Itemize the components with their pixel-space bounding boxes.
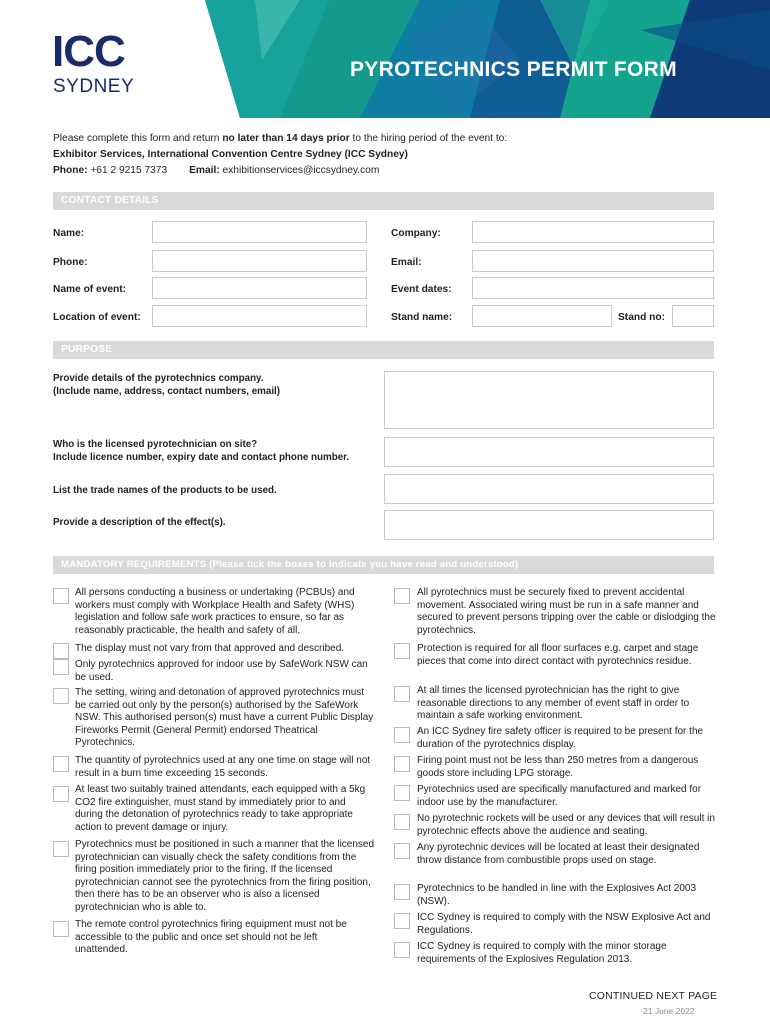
- event-dates-label: Event dates:: [391, 284, 452, 295]
- company-details-question-line-1: Provide details of the pyrotechnics company.: [53, 373, 264, 384]
- req-left-7-text: Pyrotechnics must be positioned in such a manner that the licensed pyrotechnician can visually check the safety conditions from the firing position immediately prior to the firing. If the licensed pyrotechnician cannot see the pyrotechnics from the firing position, then there has to be an observer who is also a licensed pyrotechnician who is able to.: [75, 839, 375, 913]
- logo-icc-text: ICC: [52, 27, 125, 76]
- company-field[interactable]: [472, 221, 714, 243]
- pyrotechnician-question-line-2: Include licence number, expiry date and contact phone number.: [53, 452, 350, 463]
- req-right-1-checkbox[interactable]: [394, 588, 410, 604]
- phone-value: +61 2 9215 7373: [87, 165, 168, 176]
- company-details-question: [53, 372, 383, 398]
- logo-sydney-text: SYDNEY: [53, 76, 135, 97]
- req-right-5-text: Firing point must not be less than 250 metres from a dangerous goods store including LPG storage.: [417, 755, 699, 779]
- req-right-8-text: Any pyrotechnic devices will be located at least their designated throw distance from combustible props used on stage.: [417, 842, 700, 866]
- req-right-6-text: Pyrotechnics used are specifically manufactured and marked for indoor use by the manufacturer.: [417, 784, 702, 808]
- stand-name-field[interactable]: [472, 305, 612, 327]
- req-right-4-checkbox[interactable]: [394, 727, 410, 743]
- stand-name-label: Stand name:: [391, 312, 453, 323]
- email-label-field: Email:: [391, 257, 422, 268]
- req-left-2-text: The display must not vary from that approved and described.: [75, 643, 345, 654]
- req-right-4-text: An ICC Sydney fire safety officer is required to be present for the duration of the pyrotechnics display.: [417, 726, 704, 750]
- req-left-5-checkbox[interactable]: [53, 756, 69, 772]
- pyrotechnician-question-line-1: Who is the licensed pyrotechnician on site?: [53, 439, 258, 450]
- req-right-1-text: All pyrotechnics must be securely fixed to prevent accidental movement. Associated wiring must be run in a safe manner and secured to prevent persons tripping over the cable or dislodging the pyrotechnics.: [417, 587, 716, 636]
- name-label: Name:: [53, 228, 85, 239]
- req-left-3-text: Only pyrotechnics approved for indoor use by SafeWork NSW can be used.: [75, 659, 368, 683]
- req-right-10-text: ICC Sydney is required to comply with the NSW Explosive Act and Regulations.: [417, 912, 711, 936]
- req-right-2-text: Protection is required for all floor surfaces e.g. carpet and stage pieces that come into direct contact with pyrotechnics residue.: [417, 643, 699, 667]
- req-left-1-text: All persons conducting a business or undertaking (PCBUs) and workers must comply with Workplace Health and Safety (WHS) legislation and follow safe work practices to ensure, so far as reasonably practicable, the health and safety of all.: [75, 587, 355, 636]
- mandatory-requirements-heading: MANDATORY REQUIREMENTS (Please tick the boxes to indicate you have read and understood): [53, 556, 714, 574]
- req-left-8-checkbox[interactable]: [53, 921, 69, 937]
- email-field[interactable]: [472, 250, 714, 272]
- pyrotechnician-question: [53, 438, 383, 464]
- req-right-3-text: At all times the licensed pyrotechnician has the right to give reasonable directions to any member of event staff in order to maintain a safe working environment.: [417, 685, 690, 721]
- req-left-6-text: At least two suitably trained attendants, each equipped with a 5kg CO2 fire extinguisher, must stand by immediately prior to and during the detonation of pyrotechnics ready to take appropriate action to prevent damage or injury.: [75, 784, 366, 833]
- req-right-3-checkbox[interactable]: [394, 686, 410, 702]
- company-label: Company:: [391, 228, 441, 239]
- req-left-4-checkbox[interactable]: [53, 688, 69, 704]
- req-right-7-checkbox[interactable]: [394, 814, 410, 830]
- req-right-11-checkbox[interactable]: [394, 942, 410, 958]
- revision-date: 21 June 2022: [643, 1006, 695, 1016]
- req-left-4-text: The setting, wiring and detonation of approved pyrotechnics must be carried out only by the person(s) authorised by the SafeWork NSW. This authorised person(s) must have a current Public Display Fireworks Permit (General Permit) endorsed Theatrical Pyrotechnics.: [75, 687, 374, 748]
- event-name-field[interactable]: [152, 277, 367, 299]
- page-title: PYROTECHNICS PERMIT FORM: [350, 58, 677, 81]
- header-banner: [0, 0, 770, 118]
- trade-names-field[interactable]: [384, 474, 714, 504]
- phone-label-field: Phone:: [53, 257, 88, 268]
- req-right-8-checkbox[interactable]: [394, 843, 410, 859]
- intro-text-c: to the hiring period of the event to:: [349, 133, 508, 144]
- req-right-9-checkbox[interactable]: [394, 884, 410, 900]
- stand-no-field[interactable]: [672, 305, 714, 327]
- purpose-heading: PURPOSE: [53, 341, 714, 359]
- req-left-2-checkbox[interactable]: [53, 643, 69, 659]
- icc-sydney-logo: [52, 27, 162, 100]
- continued-next-page: CONTINUED NEXT PAGE: [589, 990, 718, 1002]
- email-label: Email:: [189, 165, 220, 176]
- req-left-5-text: The quantity of pyrotechnics used at any one time on stage will not result in a burn time exceeding 15 seconds.: [75, 755, 371, 779]
- req-left-7-checkbox[interactable]: [53, 841, 69, 857]
- req-right-2-checkbox[interactable]: [394, 643, 410, 659]
- intro-text: [53, 131, 753, 179]
- effects-question: Provide a description of the effect(s).: [53, 517, 226, 528]
- location-field[interactable]: [152, 305, 367, 327]
- location-label: Location of event:: [53, 312, 141, 323]
- req-right-9-text: Pyrotechnics to be handled in line with the Explosives Act 2003 (NSW).: [417, 883, 697, 907]
- req-left-6-checkbox[interactable]: [53, 786, 69, 802]
- intro-text-a: Please complete this form and return: [53, 133, 223, 144]
- email-value[interactable]: exhibitionservices@iccsydney.com: [219, 165, 380, 176]
- req-right-7-text: No pyrotechnic rockets will be used or any devices that will result in pyrotechnic effects above the audience and seating.: [417, 813, 715, 837]
- company-details-question-line-2: (Include name, address, contact numbers, email): [53, 386, 281, 397]
- event-name-label: Name of event:: [53, 284, 127, 295]
- trade-names-question: List the trade names of the products to be used.: [53, 485, 277, 496]
- intro-recipient: Exhibitor Services, International Convention Centre Sydney (ICC Sydney): [53, 149, 408, 160]
- phone-label: Phone:: [53, 165, 88, 176]
- req-left-3-checkbox[interactable]: [53, 659, 69, 675]
- intro-deadline: no later than 14 days prior: [222, 133, 350, 144]
- company-details-field[interactable]: [384, 371, 714, 429]
- req-right-10-checkbox[interactable]: [394, 913, 410, 929]
- intro-line-1: [53, 131, 753, 147]
- intro-line-2: [53, 147, 753, 163]
- contact-details-heading: CONTACT DETAILS: [53, 192, 714, 210]
- phone-field[interactable]: [152, 250, 367, 272]
- intro-line-3: [53, 163, 753, 179]
- name-field[interactable]: [152, 221, 367, 243]
- event-dates-field[interactable]: [472, 277, 714, 299]
- effects-field[interactable]: [384, 510, 714, 540]
- req-left-1-checkbox[interactable]: [53, 588, 69, 604]
- req-right-6-checkbox[interactable]: [394, 785, 410, 801]
- req-left-8-text: The remote control pyrotechnics firing equipment must not be accessible to the public and once set should not be left unattended.: [75, 919, 347, 955]
- req-right-5-checkbox[interactable]: [394, 756, 410, 772]
- req-right-11-text: ICC Sydney is required to comply with the minor storage requirements of the Explosives Regulation 2013.: [417, 941, 667, 965]
- pyrotechnician-field[interactable]: [384, 437, 714, 467]
- stand-no-label: Stand no:: [618, 312, 665, 323]
